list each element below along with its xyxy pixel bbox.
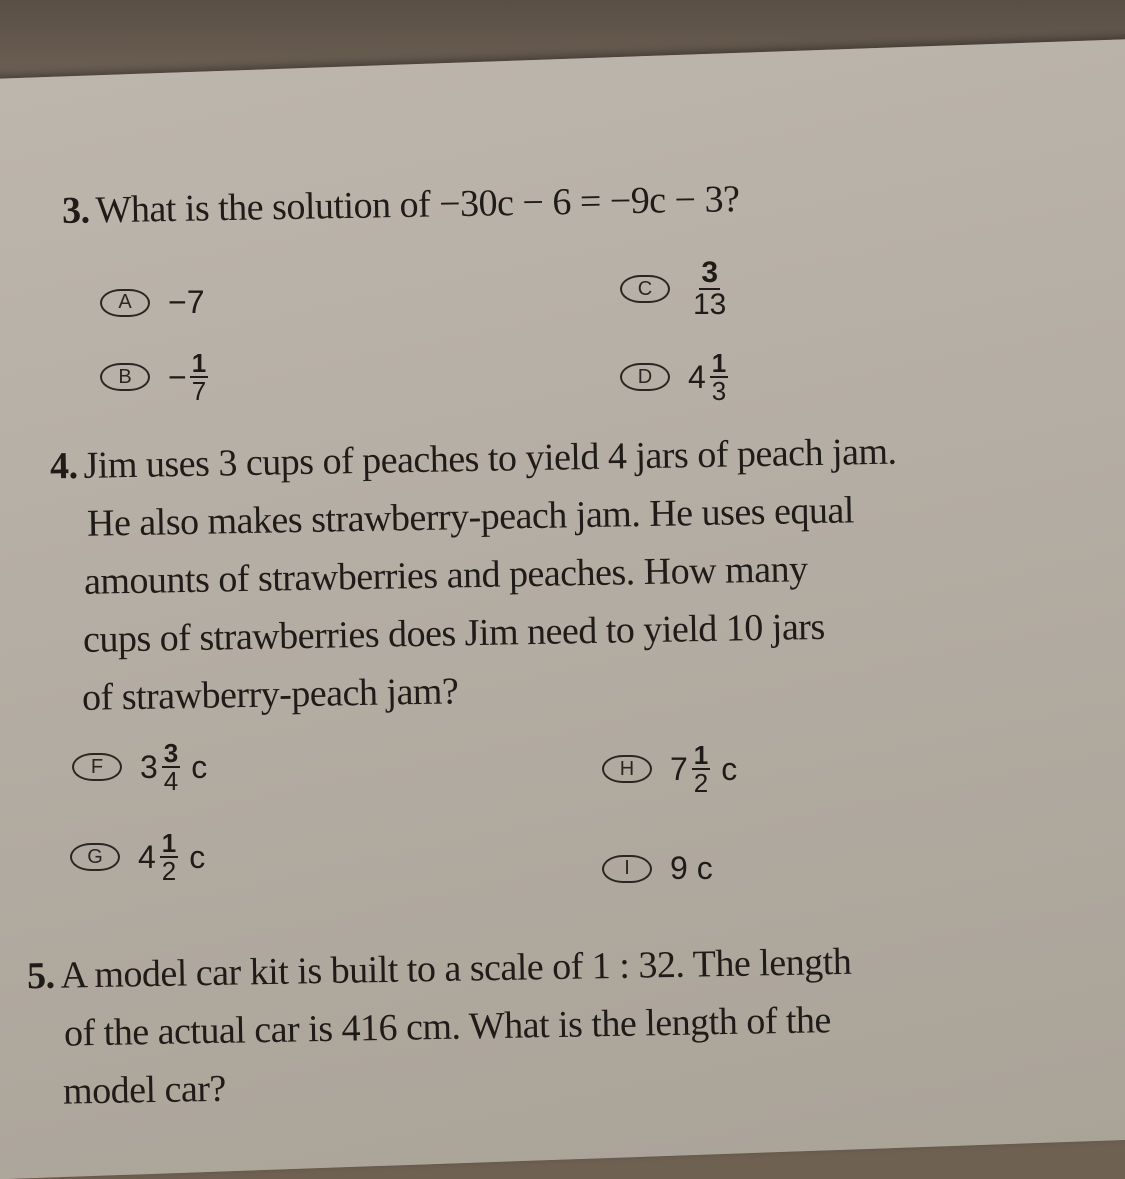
- choice-a[interactable]: [100, 284, 204, 321]
- question-text: A model car kit is built to a scale of 1 : 32. The length: [60, 940, 852, 997]
- question-4: [50, 423, 901, 728]
- question-number: 3.: [61, 189, 90, 232]
- answer-value: [670, 742, 737, 796]
- denominator: 3: [711, 376, 727, 406]
- numerator: 1: [711, 348, 727, 378]
- unit: c: [189, 838, 206, 875]
- answer-value: 9 c: [670, 850, 713, 886]
- numerator: 3: [701, 256, 719, 289]
- question-5: [27, 933, 854, 1121]
- question-text: What is the solution of −30c − 6 = −9c − 3?: [95, 178, 740, 232]
- choice-f[interactable]: [72, 740, 207, 794]
- question-line: of strawberry-peach jam?: [81, 670, 459, 719]
- question-3: [62, 170, 740, 240]
- answer-value: [138, 830, 205, 884]
- answer-bubble[interactable]: F: [72, 753, 122, 781]
- answer-bubble[interactable]: A: [100, 289, 150, 317]
- choice-d[interactable]: [620, 350, 731, 404]
- fraction: [160, 830, 178, 884]
- numerator: 1: [693, 740, 709, 770]
- choice-c[interactable]: [620, 258, 731, 320]
- whole-number: 4: [138, 838, 156, 875]
- minus-sign: −: [168, 358, 187, 395]
- answer-value: [168, 350, 211, 404]
- answer-bubble[interactable]: B: [100, 363, 150, 391]
- answer-bubble[interactable]: D: [620, 363, 670, 391]
- answer-value: [688, 258, 731, 320]
- denominator: 13: [693, 288, 727, 321]
- whole-number: 7: [670, 750, 688, 787]
- numerator: 3: [163, 738, 179, 768]
- answer-value: [140, 740, 207, 794]
- unit: c: [721, 750, 738, 787]
- answer-bubble[interactable]: H: [602, 755, 652, 783]
- question-number: 5.: [26, 954, 55, 998]
- denominator: 2: [693, 768, 709, 798]
- question-line: of the actual car is 416 cm. What is the length of the: [63, 999, 832, 1055]
- answer-value: [688, 350, 731, 404]
- question-line: cups of strawberries does Jim need to yield 10 jars: [82, 605, 826, 661]
- fraction: [710, 350, 728, 404]
- choice-b[interactable]: [100, 350, 211, 404]
- answer-bubble[interactable]: G: [70, 843, 120, 871]
- answer-bubble[interactable]: I: [602, 855, 652, 883]
- choice-h[interactable]: [602, 742, 737, 796]
- answer-bubble[interactable]: C: [620, 275, 670, 303]
- fraction: [162, 740, 180, 794]
- fraction: [691, 258, 728, 320]
- answer-value: −7: [168, 284, 205, 320]
- fraction: [190, 350, 208, 404]
- question-number: 4.: [49, 444, 78, 488]
- fraction: [692, 742, 710, 796]
- choice-i[interactable]: [602, 850, 713, 887]
- denominator: 4: [163, 766, 179, 796]
- numerator: 1: [191, 348, 207, 378]
- question-line: amounts of strawberries and peaches. How many: [83, 548, 808, 603]
- whole-number: 3: [140, 748, 158, 785]
- denominator: 2: [161, 856, 177, 886]
- question-text: Jim uses 3 cups of peaches to yield 4 jars of peach jam.: [83, 430, 897, 487]
- whole-number: 4: [688, 358, 706, 395]
- unit: c: [191, 748, 208, 785]
- question-line: He also makes strawberry-peach jam. He uses equal: [86, 489, 855, 545]
- choice-g[interactable]: [70, 830, 205, 884]
- denominator: 7: [191, 376, 207, 406]
- numerator: 1: [161, 828, 177, 858]
- question-line: model car?: [62, 1067, 227, 1113]
